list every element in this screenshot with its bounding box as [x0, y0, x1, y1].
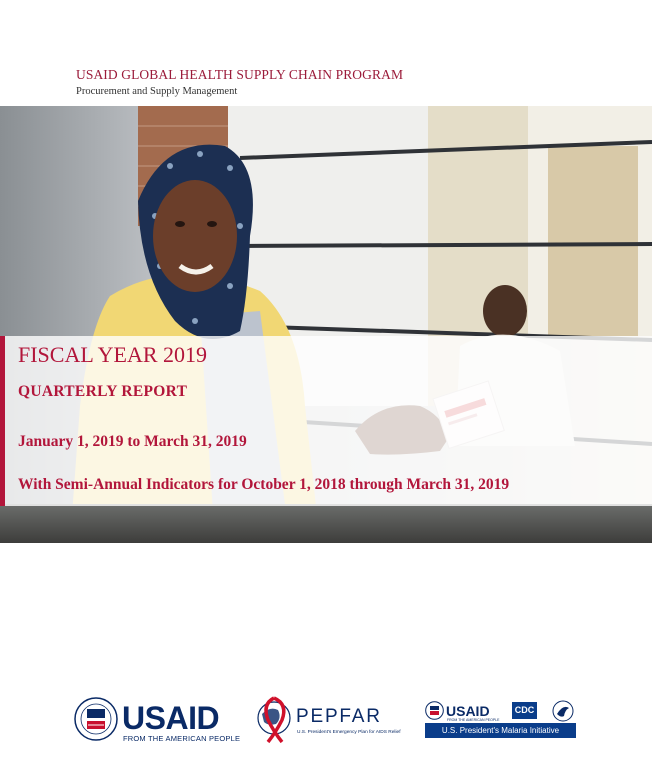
pmi-usaid-wordmark: USAID	[446, 703, 490, 719]
pmi-usaid-tagline: FROM THE AMERICAN PEOPLE	[447, 718, 500, 722]
pepfar-globe-icon	[252, 694, 298, 744]
usaid-logo-tagline: FROM THE AMERICAN PEOPLE	[123, 734, 241, 743]
usaid-seal-icon	[74, 697, 118, 741]
hhs-eagle-icon	[552, 700, 574, 722]
program-name: USAID GLOBAL HEALTH SUPPLY CHAIN PROGRAM	[76, 67, 404, 82]
report-period: January 1, 2019 to March 31, 2019	[18, 433, 247, 450]
semi-annual-period: With Semi-Annual Indicators for October 1, 2018 through March 31, 2019	[18, 476, 510, 493]
usaid-logo-wordmark: USAID	[122, 700, 220, 736]
usaid-small-seal-icon	[425, 701, 444, 720]
program-subtitle: Procurement and Supply Management	[76, 86, 238, 97]
pmi-logo-bar: U.S. President's Malaria Initiative	[425, 723, 576, 738]
pepfar-logo-tagline: U.S. President's Emergency Plan for AIDS Relief	[297, 730, 401, 735]
fiscal-year-title: FISCAL YEAR 2019	[18, 342, 208, 367]
title-band-accent	[0, 336, 5, 506]
cdc-logo: CDC	[512, 702, 537, 719]
report-header	[76, 66, 403, 99]
report-type-title: QUARTERLY REPORT	[18, 383, 188, 400]
pepfar-logo-wordmark: PEPFAR	[296, 706, 382, 727]
